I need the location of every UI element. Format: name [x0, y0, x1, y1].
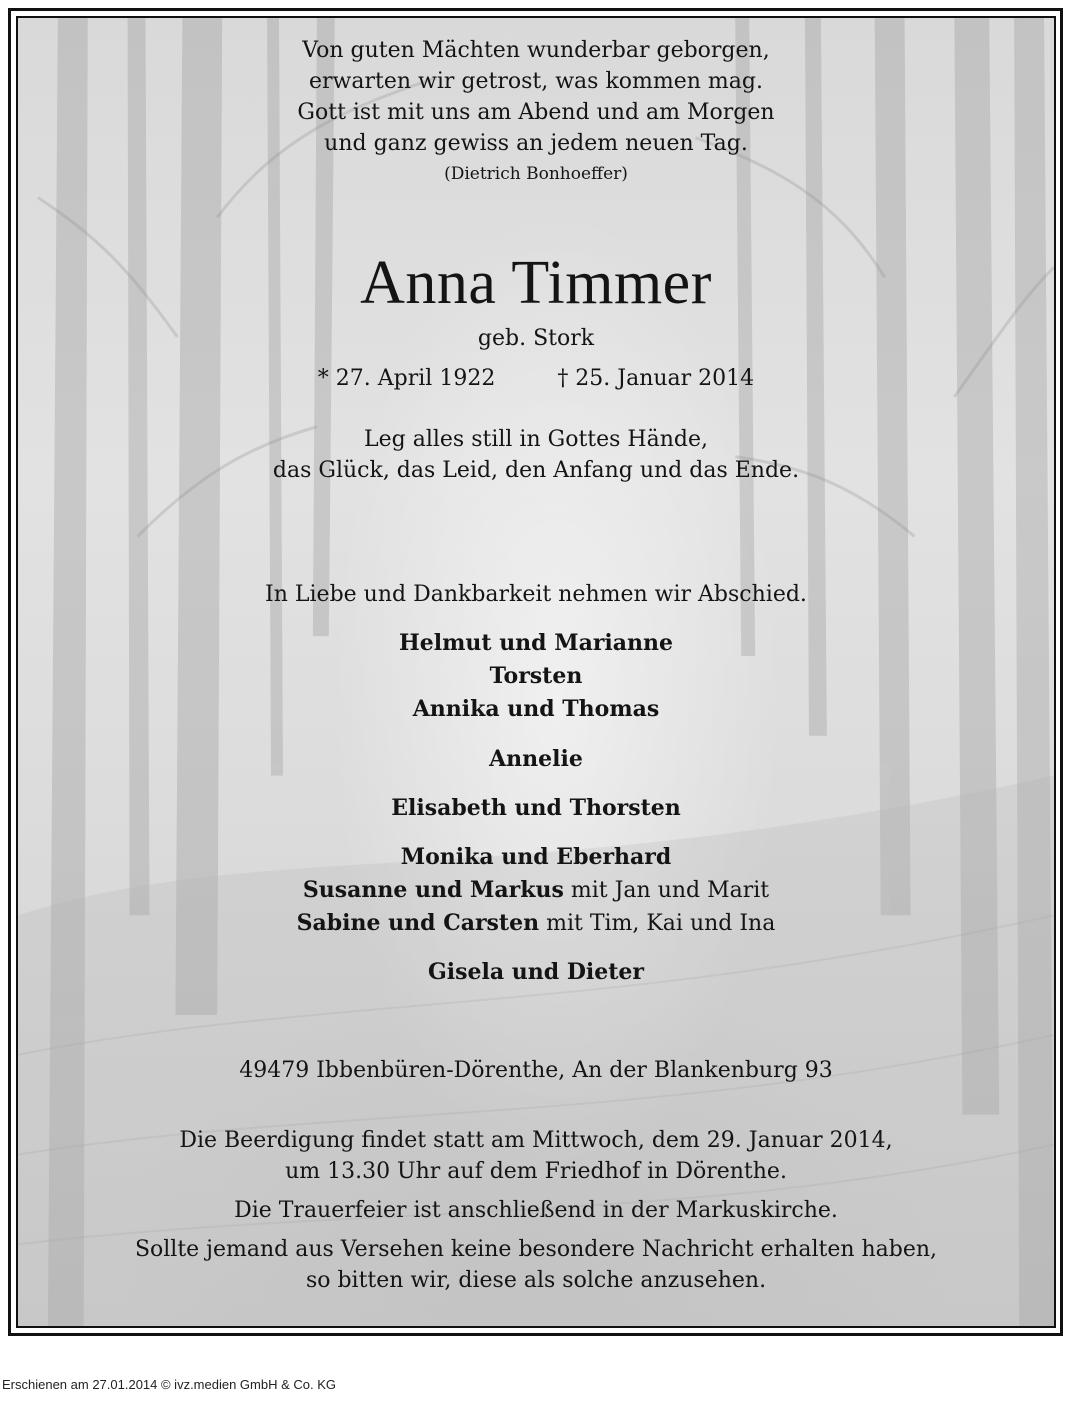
life-dates: [18, 366, 1054, 391]
mourner-name: Sabine und Carsten: [296, 910, 540, 936]
mourner-name: Monika und Eberhard: [400, 844, 672, 870]
mourner-children: mit Tim, Kai und Ina: [539, 911, 776, 936]
poem-author: (Dietrich Bonhoeffer): [444, 164, 628, 184]
poem-line: und ganz gewiss an jedem neuen Tag.: [324, 131, 748, 156]
mourner-name: Annika und Thomas: [412, 696, 660, 722]
poem-line: Von guten Mächten wunderbar geborgen,: [302, 38, 770, 63]
mourner-name: Helmut und Marianne: [398, 630, 674, 656]
service-info: Die Trauerfeier ist anschließend in der Markuskirche.: [234, 1198, 838, 1223]
poem-line: erwarten wir getrost, was kommen mag.: [309, 69, 763, 94]
notice-line: Sollte jemand aus Versehen keine besondere Nachricht erhalten haben,: [134, 1237, 938, 1262]
mourner-name: Elisabeth und Thorsten: [391, 795, 681, 821]
mourner-family-row: [18, 877, 1054, 903]
birth-date: * 27. April 1922: [317, 366, 496, 391]
funeral-info-line: Die Beerdigung findet statt am Mittwoch, dem 29. Januar 2014,: [179, 1128, 893, 1153]
farewell-text: In Liebe und Dankbarkeit nehmen wir Abschied.: [265, 582, 807, 607]
verse-line: Leg alles still in Gottes Hände,: [364, 427, 708, 452]
publication-footer: Erschienen am 27.01.2014 © ivz.medien GmbH & Co. KG: [2, 1377, 337, 1392]
mourner-family-row: [18, 910, 1054, 936]
funeral-info-line: um 13.30 Uhr auf dem Friedhof in Dörenthe.: [285, 1159, 787, 1184]
mourner-children: mit Jan und Marit: [563, 878, 770, 903]
poem-line: Gott ist mit uns am Abend und am Morgen: [297, 100, 775, 125]
notice-panel: [16, 16, 1056, 1328]
birth-name: geb. Stork: [477, 326, 595, 351]
deceased-name: Anna Timmer: [360, 249, 712, 317]
family-address: 49479 Ibbenbüren-Dörenthe, An der Blankenburg 93: [239, 1058, 833, 1083]
mourner-name: Annelie: [489, 746, 583, 772]
death-date: † 25. Januar 2014: [557, 366, 755, 391]
mourner-name: Torsten: [489, 663, 583, 689]
verse-line: das Glück, das Leid, den Anfang und das Ende.: [272, 458, 800, 483]
mourner-name: Gisela und Dieter: [427, 959, 644, 985]
notice-line: so bitten wir, diese als solche anzusehen.: [305, 1268, 767, 1293]
mourner-name: Susanne und Markus: [302, 877, 564, 903]
notice-content: [18, 18, 1054, 1326]
